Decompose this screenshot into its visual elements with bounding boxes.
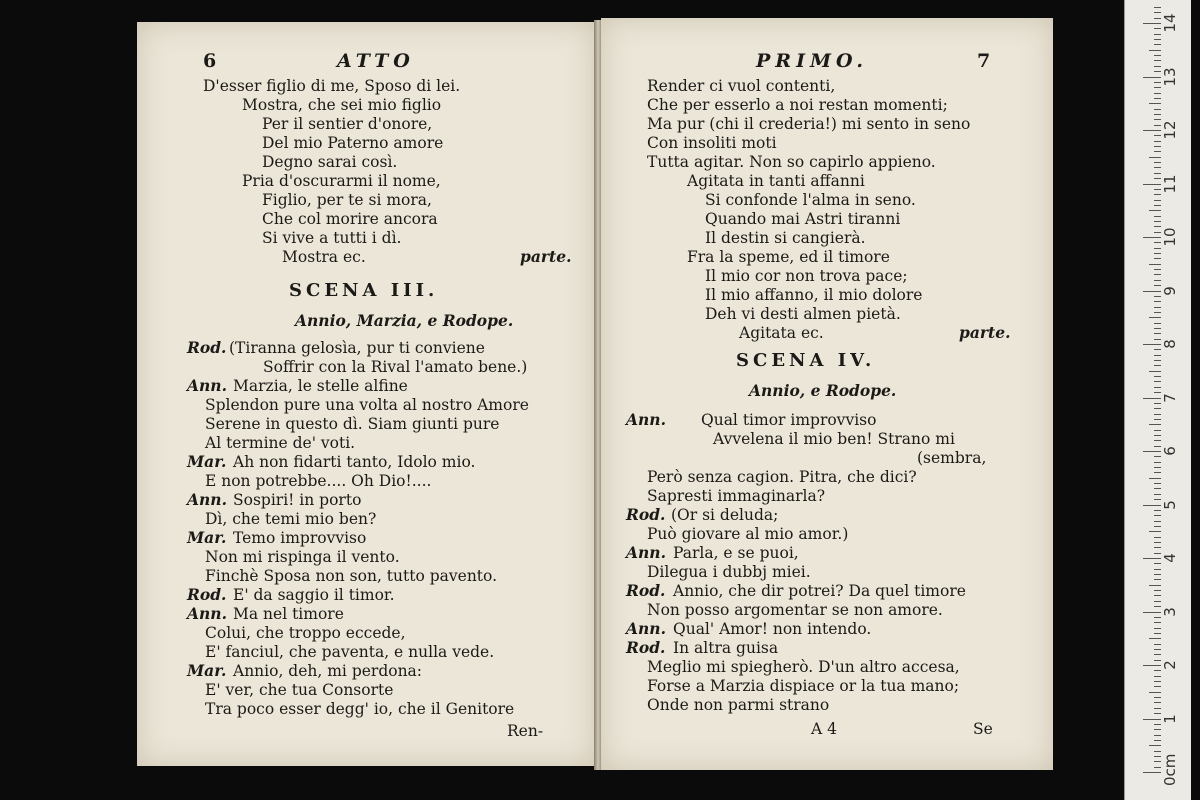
ruler-tick — [1149, 585, 1161, 586]
ruler-tick — [1154, 494, 1161, 495]
ruler-label: 0cm — [1161, 753, 1179, 786]
dialogue-line: Finchè Sposa non son, tutto pavento. — [205, 567, 498, 585]
dialogue-line: E' ver, che tua Consorte — [205, 681, 394, 699]
ruler-tick — [1154, 499, 1161, 500]
ruler-tick — [1154, 686, 1161, 687]
ruler-tick — [1154, 488, 1161, 489]
ruler-tick — [1154, 510, 1161, 511]
ruler-tick — [1154, 232, 1161, 233]
ruler-label: 14 — [1161, 13, 1179, 33]
ruler-tick — [1154, 269, 1161, 270]
ruler-tick — [1149, 157, 1161, 158]
dialogue-line: Ah non fidarti tanto, Idolo mio. — [233, 453, 476, 471]
ruler-label: 10 — [1161, 227, 1179, 247]
ruler-tick — [1154, 162, 1161, 163]
ruler-tick — [1154, 349, 1161, 350]
verse-line: Con insoliti moti — [647, 134, 777, 152]
ruler-tick — [1154, 515, 1161, 516]
ruler-tick — [1154, 333, 1161, 334]
ruler-label: 8 — [1161, 339, 1179, 349]
ruler-tick — [1143, 612, 1161, 613]
verse-line: Mostra ec. — [282, 248, 366, 266]
ruler-tick — [1154, 649, 1161, 650]
speaker-label: Rod. — [626, 505, 666, 524]
ruler-tick — [1149, 103, 1161, 104]
ruler-tick — [1154, 82, 1161, 83]
ruler-tick — [1154, 574, 1161, 575]
ruler-tick — [1149, 50, 1161, 51]
speaker-label: Ann. — [187, 490, 227, 509]
verse-line: Si vive a tutti i dì. — [262, 229, 402, 247]
ruler-tick — [1154, 87, 1161, 88]
dialogue-line: (Tiranna gelosìa, pur ti conviene — [229, 339, 485, 357]
dialogue-line: E non potrebbe.... Oh Dio!.... — [205, 472, 432, 490]
ruler-tick — [1154, 681, 1161, 682]
ruler-tick — [1154, 729, 1161, 730]
ruler-tick — [1154, 189, 1161, 190]
ruler-label: 1 — [1161, 713, 1179, 724]
ruler-tick — [1154, 419, 1161, 420]
dialogue-line: Dilegua i dubbj miei. — [647, 563, 811, 581]
ruler-tick — [1154, 751, 1161, 752]
ruler-tick — [1154, 60, 1161, 61]
ruler-tick — [1154, 526, 1161, 527]
dialogue-line: Avvelena il mio ben! Strano mi — [713, 430, 955, 448]
ruler-tick — [1154, 708, 1161, 709]
ruler-tick — [1149, 745, 1161, 746]
ruler-tick — [1154, 670, 1161, 671]
ruler-tick — [1154, 339, 1161, 340]
dialogue-line: Al termine de' voti. — [205, 434, 356, 452]
dialogue-line: Onde non parmi strano — [647, 696, 830, 714]
ruler-tick — [1154, 440, 1161, 441]
ruler-tick — [1154, 622, 1161, 623]
dialogue-line: Meglio mi spiegherò. D'un altro accesa, — [647, 658, 960, 676]
ruler-tick — [1154, 7, 1161, 8]
dialogue-line: Annio, deh, mi perdona: — [233, 662, 423, 680]
dialogue-line: Però senza cagion. Pitra, che dici? — [647, 468, 917, 486]
ruler-tick — [1154, 595, 1161, 596]
ruler-tick — [1154, 472, 1161, 473]
dialogue-line: Colui, che troppo eccede, — [205, 624, 406, 642]
ruler-tick — [1154, 167, 1161, 168]
ruler-tick — [1154, 194, 1161, 195]
ruler-tick — [1154, 654, 1161, 655]
dialogue-line: Temo improvviso — [233, 529, 367, 547]
ruler-tick — [1154, 28, 1161, 29]
ruler-tick — [1154, 660, 1161, 661]
ruler-tick — [1154, 307, 1161, 308]
ruler-tick — [1154, 761, 1161, 762]
ruler-tick — [1143, 291, 1161, 292]
ruler-tick — [1154, 296, 1161, 297]
ruler-tick — [1154, 414, 1161, 415]
ruler-tick — [1154, 542, 1161, 543]
dialogue-line: In altra guisa — [673, 639, 779, 657]
ruler-tick — [1143, 558, 1161, 559]
ruler-tick — [1154, 66, 1161, 67]
dialogue-line: Non posso argomentar se non amore. — [647, 601, 943, 619]
ruler-tick — [1149, 531, 1161, 532]
running-head: PRIMO. — [756, 50, 869, 72]
ruler-tick — [1154, 387, 1161, 388]
dialogue-line: Sapresti immaginarla? — [647, 487, 826, 505]
left-page — [137, 22, 595, 766]
ruler-tick — [1154, 569, 1161, 570]
ruler-tick — [1154, 483, 1161, 484]
speaker-label: Mar. — [187, 528, 227, 547]
ruler-tick — [1154, 740, 1161, 741]
verse-line: Agitata in tanti affanni — [687, 172, 865, 190]
ruler-tick — [1154, 274, 1161, 275]
speaker-label: Rod. — [187, 585, 227, 604]
ruler-tick — [1154, 563, 1161, 564]
ruler-tick — [1149, 692, 1161, 693]
ruler-tick — [1143, 23, 1161, 24]
ruler-label: 2 — [1161, 660, 1179, 670]
ruler-tick — [1149, 264, 1161, 265]
ruler-label: 3 — [1161, 606, 1179, 617]
dialogue-line: Serene in questo dì. Siam giunti pure — [205, 415, 500, 433]
ruler-tick — [1154, 521, 1161, 522]
ruler-tick — [1143, 237, 1161, 238]
ruler-tick — [1154, 676, 1161, 677]
speaker-label: Rod. — [626, 638, 666, 657]
ruler-tick — [1154, 408, 1161, 409]
measuring-ruler — [1124, 0, 1191, 800]
scene-title: SCENA IV. — [736, 350, 876, 371]
ruler-tick — [1154, 601, 1161, 602]
speaker-label: Ann. — [187, 604, 227, 623]
ruler-tick — [1154, 724, 1161, 725]
ruler-tick — [1154, 323, 1161, 324]
ruler-tick — [1154, 119, 1161, 120]
dialogue-line: Dì, che temi mio ben? — [205, 510, 377, 528]
ruler-tick — [1154, 403, 1161, 404]
ruler-tick — [1154, 633, 1161, 634]
ruler-tick — [1154, 18, 1161, 19]
verse-line: Del mio Paterno amore — [262, 134, 444, 152]
verse-line: Agitata ec. — [739, 324, 824, 342]
ruler-label: 13 — [1161, 66, 1179, 87]
ruler-tick — [1154, 579, 1161, 580]
dialogue-line: Qual' Amor! non intendo. — [673, 620, 872, 638]
ruler-tick — [1149, 478, 1161, 479]
verse-line: Ma pur (chi il crederia!) mi sento in seno — [647, 115, 971, 133]
ruler-tick — [1154, 248, 1161, 249]
speaker-label: Mar. — [187, 661, 227, 680]
speaker-label: Mar. — [187, 452, 227, 471]
ruler-tick — [1154, 216, 1161, 217]
ruler-tick — [1143, 344, 1161, 345]
ruler-tick — [1154, 151, 1161, 152]
dialogue-line: Forse a Marzia dispiace or la tua mano; — [647, 677, 960, 695]
ruler-label: 4 — [1161, 553, 1179, 563]
verse-line: Tutta agitar. Non so capirlo appieno. — [647, 153, 936, 171]
speaker-label: Rod. — [626, 581, 666, 600]
ruler-tick — [1143, 772, 1161, 773]
ruler-tick — [1154, 71, 1161, 72]
ruler-tick — [1154, 381, 1161, 382]
speaker-label: Ann. — [626, 619, 666, 638]
ruler-tick — [1154, 285, 1161, 286]
ruler-label: 7 — [1161, 392, 1179, 403]
dialogue-line: E' fanciul, che paventa, e nulla vede. — [205, 643, 495, 661]
ruler-tick — [1154, 644, 1161, 645]
scene-cast: Annio, e Rodope. — [749, 381, 897, 400]
ruler-tick — [1154, 590, 1161, 591]
ruler-tick — [1154, 617, 1161, 618]
scene-title: SCENA III. — [289, 280, 439, 301]
dialogue-line: Annio, che dir potrei? Da quel timore — [673, 582, 966, 600]
ruler-tick — [1154, 200, 1161, 201]
ruler-tick — [1154, 713, 1161, 714]
ruler-tick — [1143, 719, 1161, 720]
ruler-label: 11 — [1161, 173, 1179, 194]
ruler-tick — [1154, 12, 1161, 13]
dialogue-line: Marzia, le stelle alfine — [233, 377, 408, 395]
dialogue-line: Soffrir con la Rival l'amato bene.) — [263, 358, 528, 376]
ruler-tick — [1154, 467, 1161, 468]
verse-line: Che col morire ancora — [262, 210, 438, 228]
ruler-tick — [1149, 424, 1161, 425]
ruler-tick — [1154, 702, 1161, 703]
ruler-tick — [1154, 735, 1161, 736]
ruler-tick — [1154, 435, 1161, 436]
verse-line: Mostra, che sei mio figlio — [242, 96, 442, 114]
ruler-tick — [1143, 77, 1161, 78]
ruler-tick — [1154, 135, 1161, 136]
catchword: Ren- — [507, 722, 544, 740]
ruler-tick — [1154, 376, 1161, 377]
dialogue-line: E' da saggio il timor. — [233, 586, 395, 604]
ruler-tick — [1154, 365, 1161, 366]
ruler-label: 12 — [1161, 120, 1179, 140]
right-page — [601, 18, 1053, 770]
ruler-label: 6 — [1161, 446, 1179, 456]
ruler-tick — [1154, 606, 1161, 607]
ruler-tick — [1154, 280, 1161, 281]
ruler-tick — [1149, 638, 1161, 639]
ruler-tick — [1154, 125, 1161, 126]
verse-line: Il mio cor non trova pace; — [705, 267, 908, 285]
ruler-tick — [1154, 430, 1161, 431]
ruler-tick — [1143, 665, 1161, 666]
page-number: 7 — [977, 50, 991, 72]
exit-note: parte. — [959, 323, 1011, 342]
speaker-label: Ann. — [626, 410, 666, 429]
dialogue-line: (sembra, — [917, 449, 987, 467]
ruler-tick — [1154, 44, 1161, 45]
page-number: 6 — [203, 50, 217, 72]
ruler-tick — [1149, 317, 1161, 318]
dialogue-line: Qual timor improvviso — [701, 411, 877, 429]
ruler-tick — [1154, 242, 1161, 243]
ruler-tick — [1143, 451, 1161, 452]
ruler-tick — [1154, 109, 1161, 110]
ruler-tick — [1154, 205, 1161, 206]
speaker-label: Ann. — [187, 376, 227, 395]
ruler-tick — [1154, 767, 1161, 768]
ruler-tick — [1154, 141, 1161, 142]
ruler-tick — [1154, 697, 1161, 698]
ruler-tick — [1154, 553, 1161, 554]
ruler-tick — [1154, 114, 1161, 115]
ruler-tick — [1143, 505, 1161, 506]
verse-line: Fra la speme, ed il timore — [687, 248, 890, 266]
ruler-tick — [1154, 312, 1161, 313]
ruler-tick — [1154, 301, 1161, 302]
dialogue-line: Tra poco esser degg' io, che il Genitore — [205, 700, 515, 718]
running-head: ATTO — [337, 50, 415, 72]
verse-line: Il destin si cangierà. — [705, 229, 866, 247]
ruler-tick — [1149, 210, 1161, 211]
dialogue-line: Non mi rispinga il vento. — [205, 548, 400, 566]
ruler-tick — [1154, 360, 1161, 361]
signature-mark: A 4 — [811, 720, 837, 738]
dialogue-line: Può giovare al mio amor.) — [647, 525, 849, 543]
ruler-tick — [1154, 39, 1161, 40]
ruler-tick — [1154, 462, 1161, 463]
ruler-tick — [1154, 392, 1161, 393]
exit-note: parte. — [520, 247, 572, 266]
verse-line: Il mio affanno, il mio dolore — [705, 286, 923, 304]
ruler-tick — [1154, 547, 1161, 548]
verse-line: Figlio, per te si mora, — [262, 191, 432, 209]
ruler-tick — [1154, 355, 1161, 356]
catchword: Se — [973, 720, 993, 738]
dialogue-line: Ma nel timore — [233, 605, 344, 623]
ruler-tick — [1154, 93, 1161, 94]
verse-line: Si confonde l'alma in seno. — [705, 191, 916, 209]
ruler-tick — [1143, 184, 1161, 185]
verse-line: Pria d'oscurarmi il nome, — [242, 172, 441, 190]
ruler-tick — [1154, 98, 1161, 99]
scene-cast: Annio, Marzia, e Rodope. — [295, 311, 514, 330]
verse-line: Deh vi desti almen pietà. — [705, 305, 901, 323]
verse-line: Per il sentier d'onore, — [262, 115, 433, 133]
ruler-label: 9 — [1161, 285, 1179, 296]
dialogue-line: Splendon pure una volta al nostro Amore — [205, 396, 529, 414]
dialogue-line: Sospiri! in porto — [233, 491, 362, 509]
ruler-tick — [1154, 446, 1161, 447]
ruler-tick — [1154, 258, 1161, 259]
ruler-tick — [1154, 756, 1161, 757]
ruler-tick — [1154, 253, 1161, 254]
verse-line: Quando mai Astri tiranni — [705, 210, 901, 228]
ruler-tick — [1143, 130, 1161, 131]
ruler-tick — [1154, 628, 1161, 629]
ruler-tick — [1154, 34, 1161, 35]
verse-line: Render ci vuol contenti, — [647, 77, 836, 95]
ruler-tick — [1154, 178, 1161, 179]
verse-line: Degno sarai così. — [262, 153, 398, 171]
dialogue-line: (Or si deluda; — [671, 506, 779, 524]
ruler-tick — [1149, 371, 1161, 372]
ruler-tick — [1154, 221, 1161, 222]
ruler-tick — [1154, 173, 1161, 174]
verse-line: Che per esserlo a noi restan momenti; — [647, 96, 948, 114]
ruler-tick — [1154, 226, 1161, 227]
ruler-tick — [1154, 328, 1161, 329]
verse-line: D'esser figlio di me, Sposo di lei. — [203, 77, 461, 95]
ruler-tick — [1154, 537, 1161, 538]
ruler-tick — [1154, 456, 1161, 457]
speaker-label: Ann. — [626, 543, 666, 562]
ruler-tick — [1143, 398, 1161, 399]
ruler-label: 5 — [1161, 499, 1179, 510]
dialogue-line: Parla, e se puoi, — [673, 544, 799, 562]
ruler-tick — [1154, 146, 1161, 147]
speaker-label: Rod. — [187, 338, 227, 357]
ruler-tick — [1154, 55, 1161, 56]
